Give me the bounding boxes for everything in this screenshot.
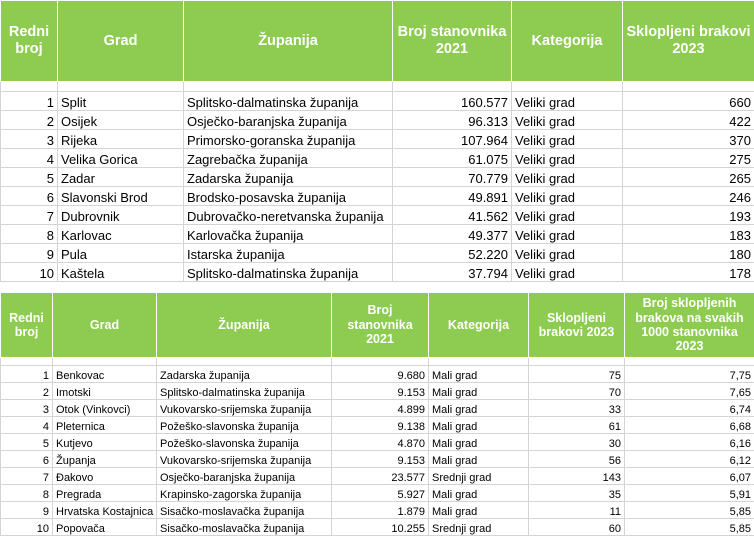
table-cell: 75 [529,366,625,383]
table-cell: Županja [53,451,157,468]
table2-body [1,358,754,536]
table-cell: 2 [1,111,58,130]
table-cell: 10 [1,519,53,536]
column-header: Broj stanovnika 2021 [393,1,512,82]
table-cell: 23.577 [332,468,429,485]
table-cell: Osijek [58,111,184,130]
table-cell: 5,85 [625,502,754,519]
table-cell: 11 [529,502,625,519]
table-cell: Mali grad [429,383,529,400]
table1-spacer-row [1,82,754,92]
table-cell: 49.891 [393,187,512,206]
table-cell: Istarska županija [184,244,393,263]
table-row [1,149,754,168]
table-cell: Veliki grad [512,225,623,244]
table-cell: 7,65 [625,383,754,400]
table-cell: Veliki grad [512,130,623,149]
table-cell: 70 [529,383,625,400]
table-cell: Veliki grad [512,149,623,168]
table-row [1,434,754,451]
table-cell: 178 [623,263,754,282]
table-row [1,244,754,263]
table-row [1,92,754,111]
table-cell: 143 [529,468,625,485]
table-cell: 9.153 [332,451,429,468]
table-cell: Pregrada [53,485,157,502]
table-cell: Vukovarsko-srijemska županija [157,400,332,417]
table-cell: 6,12 [625,451,754,468]
table-cell: 9.153 [332,383,429,400]
column-header: Broj sklopljenih brakova na svakih 1000 stanovnika 2023 [625,293,754,358]
table-row [1,187,754,206]
table-cell: Otok (Vinkovci) [53,400,157,417]
table-cell: 422 [623,111,754,130]
table-cell: 7 [1,468,53,485]
table-cell: Požeško-slavonska županija [157,434,332,451]
table-cell: 107.964 [393,130,512,149]
table-cell: Srednji grad [429,468,529,485]
table-row [1,168,754,187]
table-cell: Osječko-baranjska županija [157,468,332,485]
table-cell: Benkovac [53,366,157,383]
table-cell: Popovača [53,519,157,536]
table-cell: 6,16 [625,434,754,451]
table-cell: Splitsko-dalmatinska županija [184,263,393,282]
table-cell: 9 [1,244,58,263]
column-header: Grad [58,1,184,82]
table-cell: Splitsko-dalmatinska županija [157,383,332,400]
table-cell: Dubrovnik [58,206,184,225]
table-cell: 10 [1,263,58,282]
table-cell: 8 [1,225,58,244]
table-row [1,451,754,468]
table-cell: Brodsko-posavska županija [184,187,393,206]
table-cell: 30 [529,434,625,451]
column-header: Grad [53,293,157,358]
table-cell: Mali grad [429,502,529,519]
column-header: Kategorija [429,293,529,358]
table-cell: Karlovačka županija [184,225,393,244]
table-row [1,111,754,130]
table-cell: Kutjevo [53,434,157,451]
table-cell: Splitsko-dalmatinska županija [184,92,393,111]
table-cell: 265 [623,168,754,187]
table-row [1,130,754,149]
column-header: Sklopljeni brakovi 2023 [623,1,754,82]
table-row [1,206,754,225]
table-cell: Sisačko-moslavačka županija [157,519,332,536]
table-cell: 1 [1,92,58,111]
table-cell: Karlovac [58,225,184,244]
table-cell: 10.255 [332,519,429,536]
table-cell: 9 [1,502,53,519]
table1-header-row [1,1,754,82]
column-header: Županija [184,1,393,82]
table-cell: Veliki grad [512,168,623,187]
table-cell: Đakovo [53,468,157,485]
table-cell: 4 [1,417,53,434]
table-cell: Mali grad [429,366,529,383]
table-cell: Veliki grad [512,92,623,111]
table-cell: 246 [623,187,754,206]
table-cell: 49.377 [393,225,512,244]
table-cell: 8 [1,485,53,502]
table-cell: 160.577 [393,92,512,111]
table-cell: 193 [623,206,754,225]
table-cell: 4.899 [332,400,429,417]
table-cell: 56 [529,451,625,468]
table-cell: 6,68 [625,417,754,434]
table-cell: 3 [1,130,58,149]
table-cell: Srednji grad [429,519,529,536]
table-cell: 183 [623,225,754,244]
table-cell: Krapinsko-zagorska županija [157,485,332,502]
table-row [1,225,754,244]
table-cell: Vukovarsko-srijemska županija [157,451,332,468]
table-cell: Rijeka [58,130,184,149]
table-cell: Slavonski Brod [58,187,184,206]
table-cell: 60 [529,519,625,536]
table-cell: Veliki grad [512,244,623,263]
table-cell: 61.075 [393,149,512,168]
table-cell: 5 [1,168,58,187]
table-cell: 5 [1,434,53,451]
table-cell: Split [58,92,184,111]
table-cell: 37.794 [393,263,512,282]
table-cell: 6 [1,187,58,206]
table-cell: Velika Gorica [58,149,184,168]
table-cell: Veliki grad [512,206,623,225]
table-cell: Pula [58,244,184,263]
table-cell: 35 [529,485,625,502]
table-cell: 1.879 [332,502,429,519]
table-cell: Mali grad [429,485,529,502]
table-cell: Zadarska županija [157,366,332,383]
table-cell: 70.779 [393,168,512,187]
column-header: Sklopljeni brakovi 2023 [529,293,625,358]
table-cell: 61 [529,417,625,434]
table-cell: 52.220 [393,244,512,263]
table-cell: 4 [1,149,58,168]
table-cell: Hrvatska Kostajnica [53,502,157,519]
table-cell: 96.313 [393,111,512,130]
table-cell: Kaštela [58,263,184,282]
table-cell: 6,07 [625,468,754,485]
table-cell: 6 [1,451,53,468]
table-cell: Zagrebačka županija [184,149,393,168]
table2-header-row [1,293,754,358]
table-cell: 33 [529,400,625,417]
table1-body [1,82,754,282]
column-header: Broj stanovnika 2021 [332,293,429,358]
table-cell: 5,85 [625,519,754,536]
table-cell: 180 [623,244,754,263]
column-header: Županija [157,293,332,358]
table2-spacer-row [1,358,754,366]
table-cell: Primorsko-goranska županija [184,130,393,149]
column-header: Redni broj [1,293,53,358]
table-cell: 7 [1,206,58,225]
table-cell: 1 [1,366,53,383]
table-row [1,400,754,417]
table-cell: Imotski [53,383,157,400]
column-header: Redni broj [1,1,58,82]
table-cell: Veliki grad [512,187,623,206]
table-cell: 9.138 [332,417,429,434]
table-cell: Mali grad [429,400,529,417]
table-cell: 275 [623,149,754,168]
table-row [1,468,754,485]
table-cell: Pleternica [53,417,157,434]
table-row [1,485,754,502]
table-cell: 5.927 [332,485,429,502]
table-cell: Osječko-baranjska županija [184,111,393,130]
table-row [1,366,754,383]
table-cell: Zadarska županija [184,168,393,187]
table-cell: 2 [1,383,53,400]
table-cell: Veliki grad [512,263,623,282]
table-cell: 3 [1,400,53,417]
table-cell: Mali grad [429,434,529,451]
table-row [1,383,754,400]
table-cell: 5,91 [625,485,754,502]
table-row [1,502,754,519]
table-row [1,519,754,536]
column-header: Kategorija [512,1,623,82]
table-cell: 9.680 [332,366,429,383]
table-cell: 660 [623,92,754,111]
table-cell: Požeško-slavonska županija [157,417,332,434]
table-row [1,417,754,434]
table-cell: 4.870 [332,434,429,451]
table-cell: 370 [623,130,754,149]
table-cell: Veliki grad [512,111,623,130]
table-cell: Dubrovačko-neretvanska županija [184,206,393,225]
marriages-per-1000-table [0,292,754,536]
table-cell: Zadar [58,168,184,187]
table-cell: Mali grad [429,417,529,434]
table-cell: 7,75 [625,366,754,383]
table-cell: 6,74 [625,400,754,417]
table-cell: Mali grad [429,451,529,468]
table-cell: 41.562 [393,206,512,225]
table-cell: Sisačko-moslavačka županija [157,502,332,519]
table-row [1,263,754,282]
